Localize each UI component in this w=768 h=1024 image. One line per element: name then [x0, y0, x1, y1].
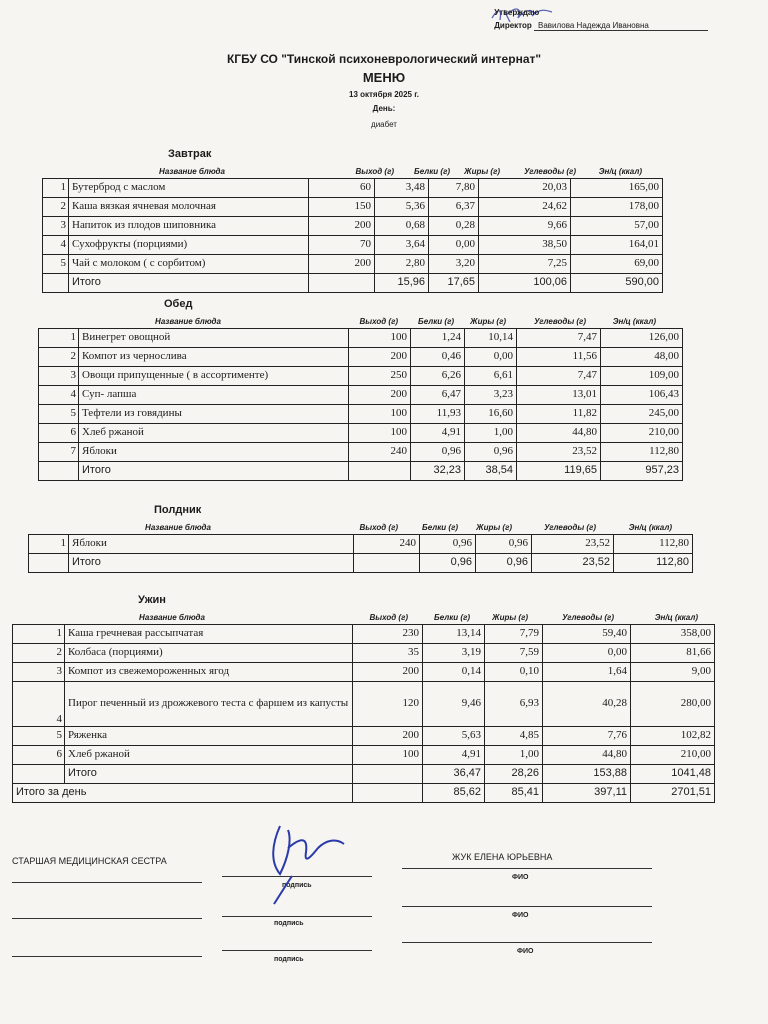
total-carbs: 23,52 — [532, 554, 614, 573]
protein-value: 6,26 — [411, 367, 465, 386]
row-number: 5 — [39, 405, 79, 424]
protein-value: 0,96 — [411, 443, 465, 462]
nurse-signature-mark — [262, 818, 352, 908]
total-fat: 38,54 — [465, 462, 517, 481]
carbs-value: 7,76 — [543, 727, 631, 746]
fat-value: 10,14 — [465, 329, 517, 348]
col-output: Выход (г) — [359, 523, 398, 532]
org-name: КГБУ СО "Тинской психоневрологический интернат" — [226, 52, 542, 66]
energy-value: 112,80 — [601, 443, 683, 462]
row-number: 4 — [39, 386, 79, 405]
table-row — [43, 255, 663, 274]
total-energy: 1041,48 — [631, 765, 715, 784]
total-carbs: 100,06 — [479, 274, 571, 293]
meal-breakfast — [42, 148, 663, 293]
dish-name: Каша гречневая рассыпчатая — [65, 625, 353, 644]
col-fat: Жиры (г) — [464, 167, 500, 176]
row-number: 3 — [13, 663, 65, 682]
director-name: Вавилова Надежда Ивановна — [534, 21, 708, 31]
carbs-value: 24,62 — [479, 198, 571, 217]
row-number: 1 — [13, 625, 65, 644]
carbs-value: 44,80 — [543, 746, 631, 765]
carbs-value: 20,03 — [479, 179, 571, 198]
page-title: МЕНЮ — [362, 70, 406, 85]
carbs-value: 1,64 — [543, 663, 631, 682]
table-row — [13, 727, 715, 746]
fat-value: 7,59 — [485, 644, 543, 663]
row-number: 2 — [39, 348, 79, 367]
table-row — [39, 405, 683, 424]
protein-value: 9,46 — [423, 682, 485, 727]
row-number: 6 — [13, 746, 65, 765]
carbs-value: 9,66 — [479, 217, 571, 236]
day-label: День: — [372, 104, 396, 113]
meal-title: Ужин — [138, 594, 166, 606]
protein-value: 5,63 — [423, 727, 485, 746]
table-row — [43, 179, 663, 198]
total-carbs: 119,65 — [517, 462, 601, 481]
total-label: Итого — [69, 554, 354, 573]
total-fat: 0,96 — [476, 554, 532, 573]
dish-name: Компот из чернослива — [79, 348, 349, 367]
fat-value: 6,37 — [429, 198, 479, 217]
meal-table — [12, 624, 715, 803]
table-row — [13, 682, 715, 727]
output-value: 240 — [349, 443, 411, 462]
meal-title: Полдник — [154, 504, 202, 516]
meal-dinner — [12, 594, 715, 803]
total-row — [43, 274, 663, 293]
dish-name: Хлеб ржаной — [79, 424, 349, 443]
carbs-value: 59,40 — [543, 625, 631, 644]
meal-title: Завтрак — [168, 148, 212, 160]
total-protein: 15,96 — [375, 274, 429, 293]
col-output: Выход (г) — [359, 317, 398, 326]
col-output: Выход (г) — [369, 613, 408, 622]
col-carbs: Углеводы (г) — [534, 317, 586, 326]
meal-title: Обед — [164, 298, 193, 310]
col-fat: Жиры (г) — [492, 613, 528, 622]
output-value: 250 — [349, 367, 411, 386]
row-number: 4 — [43, 236, 69, 255]
col-energy: Эн/ц (ккал) — [628, 523, 672, 532]
carbs-value: 13,01 — [517, 386, 601, 405]
column-header — [42, 164, 663, 178]
table-row — [13, 746, 715, 765]
output-value: 100 — [349, 405, 411, 424]
fat-value: 3,20 — [429, 255, 479, 274]
row-number: 5 — [43, 255, 69, 274]
row-number: 3 — [39, 367, 79, 386]
output-value: 200 — [309, 217, 375, 236]
protein-value: 2,80 — [375, 255, 429, 274]
total-energy: 957,23 — [601, 462, 683, 481]
carbs-value: 7,47 — [517, 367, 601, 386]
col-protein: Белки (г) — [418, 317, 454, 326]
output-value: 100 — [349, 424, 411, 443]
meal-lunch — [38, 298, 683, 481]
day-total-energy: 2701,51 — [631, 784, 715, 803]
row-number: 5 — [13, 727, 65, 746]
fat-value: 3,23 — [465, 386, 517, 405]
dish-name: Каша вязкая ячневая молочная — [69, 198, 309, 217]
meal-table — [28, 534, 693, 573]
output-value: 70 — [309, 236, 375, 255]
meal-snack — [28, 504, 693, 573]
energy-value: 109,00 — [601, 367, 683, 386]
row-number: 2 — [13, 644, 65, 663]
dish-name: Суп- лапша — [79, 386, 349, 405]
col-name: Название блюда — [145, 523, 211, 532]
table-row — [39, 329, 683, 348]
col-carbs: Углеводы (г) — [562, 613, 614, 622]
protein-value: 11,93 — [411, 405, 465, 424]
total-fat: 28,26 — [485, 765, 543, 784]
output-value: 200 — [353, 663, 423, 682]
carbs-value: 7,25 — [479, 255, 571, 274]
table-row — [39, 443, 683, 462]
row-number: 4 — [13, 682, 65, 727]
protein-value: 0,14 — [423, 663, 485, 682]
energy-value: 164,01 — [571, 236, 663, 255]
dish-name: Хлеб ржаной — [65, 746, 353, 765]
fio-label-2: ФИО — [512, 912, 529, 919]
day-total-fat: 85,41 — [485, 784, 543, 803]
carbs-value: 23,52 — [532, 535, 614, 554]
output-value: 240 — [354, 535, 420, 554]
output-value: 35 — [353, 644, 423, 663]
fat-value: 1,00 — [465, 424, 517, 443]
nurse-name: ЖУК ЕЛЕНА ЮРЬЕВНА — [452, 852, 553, 862]
protein-value: 0,96 — [420, 535, 476, 554]
table-row — [43, 198, 663, 217]
energy-value: 48,00 — [601, 348, 683, 367]
energy-value: 210,00 — [601, 424, 683, 443]
total-carbs: 153,88 — [543, 765, 631, 784]
fat-value: 0,96 — [465, 443, 517, 462]
fat-value: 6,93 — [485, 682, 543, 727]
energy-value: 178,00 — [571, 198, 663, 217]
output-value: 150 — [309, 198, 375, 217]
carbs-value: 11,56 — [517, 348, 601, 367]
approval-block — [494, 8, 708, 35]
row-number: 6 — [39, 424, 79, 443]
row-number: 1 — [43, 179, 69, 198]
col-protein: Белки (г) — [434, 613, 470, 622]
fat-value: 7,79 — [485, 625, 543, 644]
dish-name: Сухофрукты (порциями) — [69, 236, 309, 255]
energy-value: 112,80 — [614, 535, 693, 554]
output-value: 100 — [349, 329, 411, 348]
table-row — [13, 644, 715, 663]
col-fat: Жиры (г) — [476, 523, 512, 532]
dish-name: Напиток из плодов шиповника — [69, 217, 309, 236]
menu-date: 13 октября 2025 г. — [349, 90, 419, 99]
protein-value: 3,48 — [375, 179, 429, 198]
dish-name: Овощи припущенные ( в ассортименте) — [79, 367, 349, 386]
row-number: 7 — [39, 443, 79, 462]
protein-value: 4,91 — [411, 424, 465, 443]
protein-value: 3,64 — [375, 236, 429, 255]
energy-value: 57,00 — [571, 217, 663, 236]
col-carbs: Углеводы (г) — [524, 167, 576, 176]
total-fat: 17,65 — [429, 274, 479, 293]
fat-value: 7,80 — [429, 179, 479, 198]
dish-name: Компот из свежемороженных ягод — [65, 663, 353, 682]
protein-value: 6,47 — [411, 386, 465, 405]
dish-name: Яблоки — [79, 443, 349, 462]
energy-value: 245,00 — [601, 405, 683, 424]
output-value: 60 — [309, 179, 375, 198]
row-number: 2 — [43, 198, 69, 217]
protein-value: 1,24 — [411, 329, 465, 348]
day-total-carbs: 397,11 — [543, 784, 631, 803]
total-label: Итого — [69, 274, 309, 293]
meal-table — [42, 178, 663, 293]
table-row — [43, 217, 663, 236]
day-total-label: Итого за день — [13, 784, 353, 803]
total-label: Итого — [65, 765, 353, 784]
row-number: 1 — [29, 535, 69, 554]
dish-name: Яблоки — [69, 535, 354, 554]
total-energy: 112,80 — [614, 554, 693, 573]
output-value: 200 — [309, 255, 375, 274]
fio-label: ФИО — [512, 874, 529, 881]
output-value: 120 — [353, 682, 423, 727]
dish-name: Тефтели из говядины — [79, 405, 349, 424]
table-row — [39, 348, 683, 367]
protein-value: 5,36 — [375, 198, 429, 217]
fat-value: 16,60 — [465, 405, 517, 424]
col-energy: Эн/ц (ккал) — [654, 613, 698, 622]
day-total-row — [13, 784, 715, 803]
fat-value: 0,10 — [485, 663, 543, 682]
fat-value: 0,28 — [429, 217, 479, 236]
carbs-value: 7,47 — [517, 329, 601, 348]
col-protein: Белки (г) — [422, 523, 458, 532]
output-value: 200 — [349, 386, 411, 405]
col-name: Название блюда — [139, 613, 205, 622]
table-row — [39, 424, 683, 443]
sign-label-2: подпись — [274, 920, 304, 927]
col-energy: Эн/ц (ккал) — [598, 167, 642, 176]
fat-value: 6,61 — [465, 367, 517, 386]
output-value: 230 — [353, 625, 423, 644]
energy-value: 280,00 — [631, 682, 715, 727]
total-protein: 0,96 — [420, 554, 476, 573]
fio-label-3: ФИО — [517, 948, 534, 955]
carbs-value: 44,80 — [517, 424, 601, 443]
table-row — [13, 663, 715, 682]
col-name: Название блюда — [159, 167, 225, 176]
table-row — [39, 367, 683, 386]
energy-value: 9,00 — [631, 663, 715, 682]
carbs-value: 0,00 — [543, 644, 631, 663]
protein-value: 0,68 — [375, 217, 429, 236]
energy-value: 165,00 — [571, 179, 663, 198]
dish-name: Колбаса (порциями) — [65, 644, 353, 663]
energy-value: 106,43 — [601, 386, 683, 405]
total-row — [29, 554, 693, 573]
column-header — [38, 314, 683, 328]
col-carbs: Углеводы (г) — [544, 523, 596, 532]
fat-value: 0,00 — [429, 236, 479, 255]
fat-value: 4,85 — [485, 727, 543, 746]
dish-name: Ряженка — [65, 727, 353, 746]
sign-label: подпись — [282, 882, 312, 889]
table-row — [13, 625, 715, 644]
column-header — [12, 610, 715, 624]
day-total-protein: 85,62 — [423, 784, 485, 803]
total-protein: 32,23 — [411, 462, 465, 481]
dish-name: Пирог печенный из дрожжевого теста с фаршем из капусты — [65, 682, 353, 727]
output-value: 100 — [353, 746, 423, 765]
dish-name: Винегрет овощной — [79, 329, 349, 348]
protein-value: 3,19 — [423, 644, 485, 663]
protein-value: 4,91 — [423, 746, 485, 765]
output-value: 200 — [353, 727, 423, 746]
carbs-value: 11,82 — [517, 405, 601, 424]
approve-label: Утверждаю — [494, 8, 540, 17]
energy-value: 69,00 — [571, 255, 663, 274]
energy-value: 102,82 — [631, 727, 715, 746]
diet-name: диабет — [371, 120, 397, 129]
col-fat: Жиры (г) — [470, 317, 506, 326]
carbs-value: 38,50 — [479, 236, 571, 255]
energy-value: 358,00 — [631, 625, 715, 644]
output-value: 200 — [349, 348, 411, 367]
total-energy: 590,00 — [571, 274, 663, 293]
col-output: Выход (г) — [355, 167, 394, 176]
protein-value: 13,14 — [423, 625, 485, 644]
total-label: Итого — [79, 462, 349, 481]
row-number: 3 — [43, 217, 69, 236]
col-name: Название блюда — [155, 317, 221, 326]
meal-table — [38, 328, 683, 481]
energy-value: 210,00 — [631, 746, 715, 765]
total-row — [39, 462, 683, 481]
row-number: 1 — [39, 329, 79, 348]
nurse-role: СТАРШАЯ МЕДИЦИНСКАЯ СЕСТРА — [12, 856, 167, 866]
carbs-value: 23,52 — [517, 443, 601, 462]
dish-name: Чай с молоком ( с сорбитом) — [69, 255, 309, 274]
col-energy: Эн/ц (ккал) — [612, 317, 656, 326]
sign-label-3: подпись — [274, 956, 304, 963]
director-label: Директор — [494, 21, 532, 30]
total-row — [13, 765, 715, 784]
table-row — [29, 535, 693, 554]
dish-name: Бутерброд с маслом — [69, 179, 309, 198]
total-protein: 36,47 — [423, 765, 485, 784]
energy-value: 126,00 — [601, 329, 683, 348]
energy-value: 81,66 — [631, 644, 715, 663]
table-row — [43, 236, 663, 255]
fat-value: 0,00 — [465, 348, 517, 367]
carbs-value: 40,28 — [543, 682, 631, 727]
col-protein: Белки (г) — [414, 167, 450, 176]
table-row — [39, 386, 683, 405]
column-header — [28, 520, 693, 534]
fat-value: 1,00 — [485, 746, 543, 765]
protein-value: 0,46 — [411, 348, 465, 367]
fat-value: 0,96 — [476, 535, 532, 554]
